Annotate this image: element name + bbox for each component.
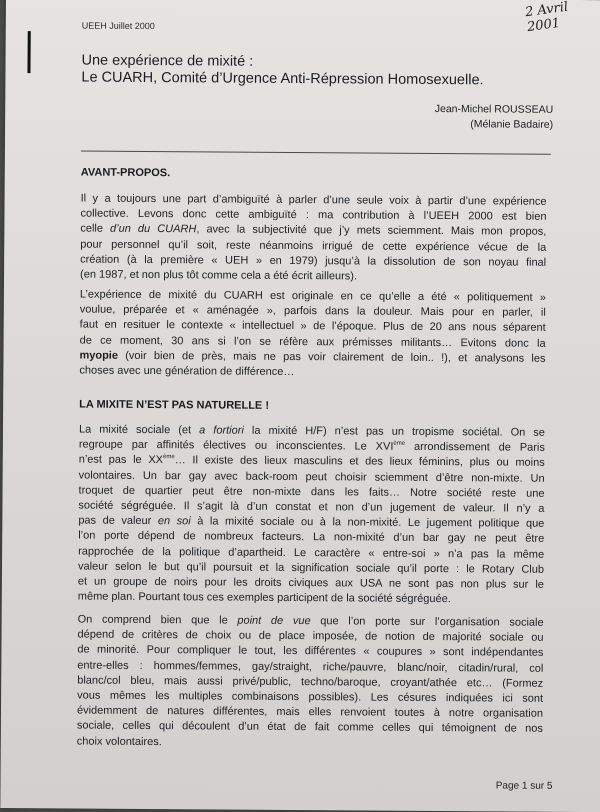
text-span: La mixité sociale (et: [78, 423, 200, 437]
text-span: regroupe par affinités électives ou inconscientes. Le XVI: [78, 438, 394, 453]
text-line: de minorité. Pour compliquer le tout, les différentes « coupures » sont indépendantes: [77, 643, 544, 660]
superscript: ème: [393, 440, 406, 448]
text-line: dépend de critères de choix ou de place imposée, de notion de majorité sociale ou: [77, 628, 544, 644]
paragraph-mixite-1: [78, 423, 545, 609]
page-number: Page 1 sur 5: [495, 780, 553, 792]
text-span: , avec la subjectivité que j’y mets sciemment. Mais mon propos,: [196, 223, 547, 239]
margin-mark: [27, 31, 30, 73]
handwritten-date: 2 Avril 2001: [524, 0, 569, 36]
text-line: création (à la première « UEH » en 1979) jusqu’à la dissolution de son noyau final: [80, 253, 547, 269]
title-line-2: Le CUARH, Comité d’Urgence Anti-Répression Homosexuelle.: [81, 69, 484, 89]
text-span: pas de valeur: [78, 514, 158, 528]
co-author-name: (Mélanie Badaire): [470, 118, 554, 131]
text-span: la mixité H/F) n’est pas un tropisme sociétal. On se: [243, 424, 545, 439]
text-span: arrondissement de Paris: [405, 441, 545, 454]
italic-span: en soi: [157, 515, 191, 528]
paragraph-avant-propos-1: [80, 192, 547, 286]
section-heading-mixite: LA MIXITE N’EST PAS NATURELLE !: [79, 398, 270, 412]
italic-span: d’un du CUARH: [110, 223, 197, 236]
section-heading-avant-propos: AVANT-PROPOS.: [80, 166, 171, 180]
text-span: celle: [80, 222, 111, 236]
text-line: choix volontaires.: [76, 735, 162, 748]
text-line: volontaires. Un bar gay avec back-room peut choisir sciemment d’être non-mixte. Un: [78, 469, 545, 485]
text-line: pour personnel qu’il soit, reste néanmoins irrigué de cette expérience vécue de la: [80, 238, 547, 254]
running-head: UEEH Juillet 2000: [81, 20, 155, 32]
text-line: blanc/col bleu, mais aussi privé/public, techno/baroque, croyant/athée etc… (Formez: [77, 674, 544, 690]
text-line: vous mêmes les multiples combinaisons possibles). Les césures indiquées ici sont: [77, 689, 544, 705]
text-line: valeur selon le but qu’il poursuit et la signification sociale qu’il porte : le Rotary Club: [77, 560, 545, 576]
text-line: l’on porte dépend de nombreux facteurs. La non-mixité d’un bar gay ne peut être: [78, 529, 545, 546]
text-line: sociale, celles qui découlent d’un état de fait comme celles qui témoignent de nos: [76, 719, 543, 736]
author-block: [435, 102, 554, 133]
superscript: ème: [163, 454, 175, 461]
text-span: On comprend bien que le: [77, 613, 238, 627]
title-line-1: Une expérience de mixité :: [81, 52, 254, 70]
text-line: Il y a toujours une part d’ambiguïté à parler d’une seule voix à partir d’une expérience: [80, 192, 547, 208]
text-line: (en 1987, et non plus tôt comme cela a été écrit ailleurs).: [80, 268, 358, 283]
text-line: rapprochée de la politique d’apartheid. Le caractère « entre-soi » n’a pas la même: [78, 545, 545, 561]
text-line: voulue, préparée et « aménagée », parfois dans la douleur. Mais pour en parler, il: [79, 303, 546, 319]
text-line: évidemment de natures différentes, mais elles renvoient toutes à notre organisation: [76, 704, 544, 720]
text-line: faut en resituer le contexte « intellectuel » de l’époque. Plus de 20 ans nous séparent: [79, 318, 546, 335]
author-name: Jean-Michel ROUSSEAU: [434, 102, 554, 116]
text-line: et un groupe de noirs pour les droits civiques aux USA ne sont pas non plus sur le: [77, 575, 544, 591]
bold-span: myopie: [79, 349, 119, 362]
paragraph-avant-propos-2: [79, 288, 546, 382]
text-line: même plan. Pourtant tous ces exemples participent de la société ségréguée.: [77, 590, 451, 606]
text-line: collective. Levons donc cette ambiguïté : ma contribution à l’UEEH 2000 est bien: [80, 207, 547, 223]
text-span: à la mixité sociale ou à la non-mixité. Le jugement politique que: [190, 515, 545, 530]
paragraph-mixite-2: [77, 613, 544, 753]
text-line: troquet de quartier peut être non-mixte dans les faits… Notre société reste une: [78, 484, 545, 500]
text-line: entre-elles : hommes/femmes, gay/straight, riche/pauvre, blanc/noir, citadin/rural, col: [77, 659, 544, 675]
italic-span: a fortiori: [199, 424, 244, 437]
text-span: que l’on porte sur l’organisation sociale: [310, 615, 544, 629]
text-line: de ce moment, 30 ans si l’on se réfère aux prémisses militants… Evitons donc la: [79, 334, 546, 350]
document-title: [81, 53, 561, 90]
text-span: … Il existe des lieux masculins et des lieux féminins, plus ou moins: [174, 454, 545, 470]
text-line: société ségréguée. Il s’agit là d’un constat et non d’un jugement de valeur. Il n’y a: [78, 499, 545, 515]
italic-span: point de vue: [237, 614, 311, 628]
text-span: n’est pas le XX: [78, 453, 164, 467]
text-line: choses avec une génération de différence…: [79, 364, 295, 379]
text-span: (voir bien de près, mais ne pas voir clairement de loin.. !), et analysons les: [117, 349, 546, 365]
divider-rule: [81, 151, 551, 155]
text-line: L’expérience de mixité du CUARH est originale en ce qu’elle a été « politiquement »: [79, 288, 546, 304]
